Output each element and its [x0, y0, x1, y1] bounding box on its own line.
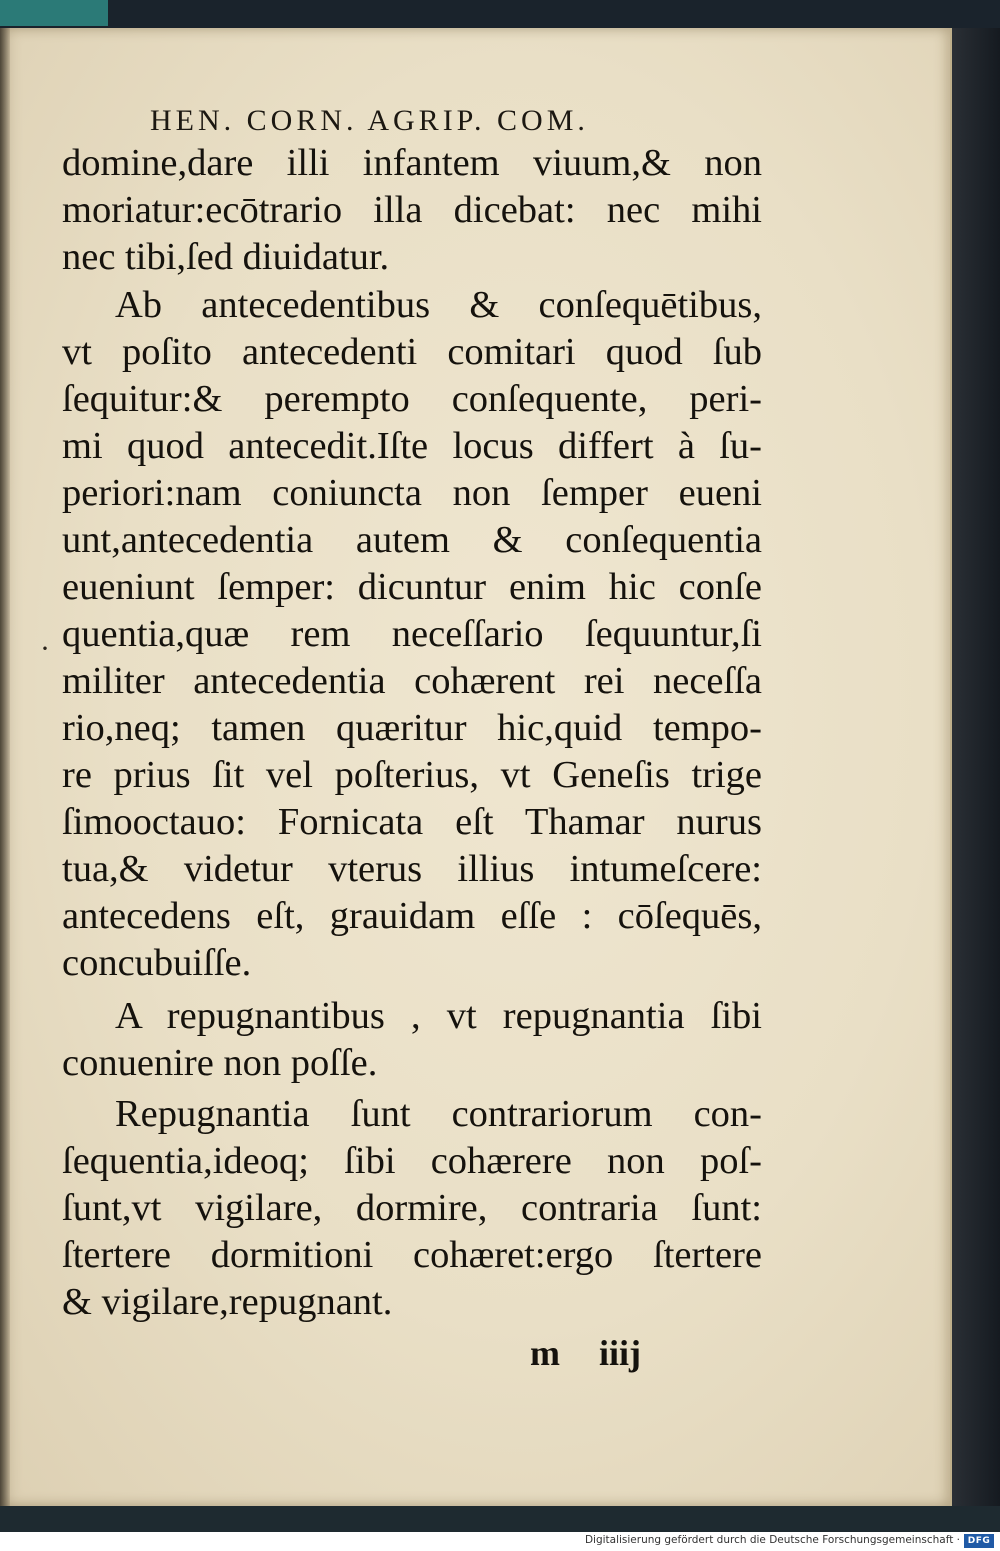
margin-mark: ·: [40, 632, 50, 665]
signature-mark: m iiij: [530, 1333, 641, 1373]
scan-right-border: [952, 28, 1000, 1506]
scan-top-border: [0, 0, 1000, 28]
text-line: tua,& videtur vterus illius intumeſcere:: [62, 848, 762, 890]
text-line: concubuiſſe.: [62, 942, 252, 984]
text-line: Repugnantia ſunt contrariorum con-: [115, 1093, 762, 1135]
text-line: militer antecedentia cohærent rei neceſſa: [62, 660, 762, 702]
text-line: ſimooctauo: Fornicata eſt Thamar nurus: [62, 801, 762, 843]
text-line: nec tibi,ſed diuidatur.: [62, 236, 390, 278]
running-head: HEN. CORN. AGRIP. COM.: [150, 104, 589, 137]
text-line: unt,antecedentia autem & conſequentia: [62, 519, 762, 561]
text-line: Ab antecedentibus & conſequētibus,: [115, 284, 762, 326]
text-line: rio,neq; tamen quæritur hic,quid tempo-: [62, 707, 762, 749]
text-line: vt poſito antecedenti comitari quod ſub: [62, 331, 762, 373]
dfg-logo-icon: DFG: [964, 1534, 994, 1548]
funding-notice: Digitalisierung gefördert durch die Deutsche Forschungsgemeinschaft ·: [584, 1534, 960, 1546]
color-swatch: [0, 0, 108, 26]
text-line: quentia,quæ rem neceſſario ſequuntur,ſi: [62, 613, 762, 655]
text-line: & vigilare,repugnant.: [62, 1281, 393, 1323]
text-line: ſtertere dormitioni cohæret:ergo ſtertere: [62, 1234, 762, 1276]
text-line: ſequentia,ideoq; ſibi cohærere non poſ-: [62, 1140, 762, 1182]
text-line: periori:nam coniuncta non ſemper eueni: [62, 472, 762, 514]
scan-bottom-border: [0, 1506, 1000, 1532]
text-line: mi quod antecedit.Iſte locus differt à ſu-: [62, 425, 762, 467]
footer-bar: [0, 1532, 1000, 1551]
text-line: domine,dare illi infantem viuum,& non: [62, 142, 762, 184]
text-line: ſequitur:& perempto conſequente, peri-: [62, 378, 762, 420]
text-line: re prius ſit vel poſterius, vt Geneſis trige: [62, 754, 762, 796]
text-line: ſunt,vt vigilare, dormire, contraria ſunt:: [62, 1187, 762, 1229]
text-line: conuenire non poſſe.: [62, 1042, 378, 1084]
text-line: antecedens eſt, grauidam eſſe : cōſequēs,: [62, 895, 762, 937]
text-line: moriatur:ecōtrario illa dicebat: nec mihi: [62, 189, 762, 231]
text-line: eueniunt ſemper: dicuntur enim hic conſe: [62, 566, 762, 608]
gutter-shadow: [0, 28, 10, 1506]
text-line: A repugnantibus , vt repugnantia ſibi: [115, 995, 762, 1037]
